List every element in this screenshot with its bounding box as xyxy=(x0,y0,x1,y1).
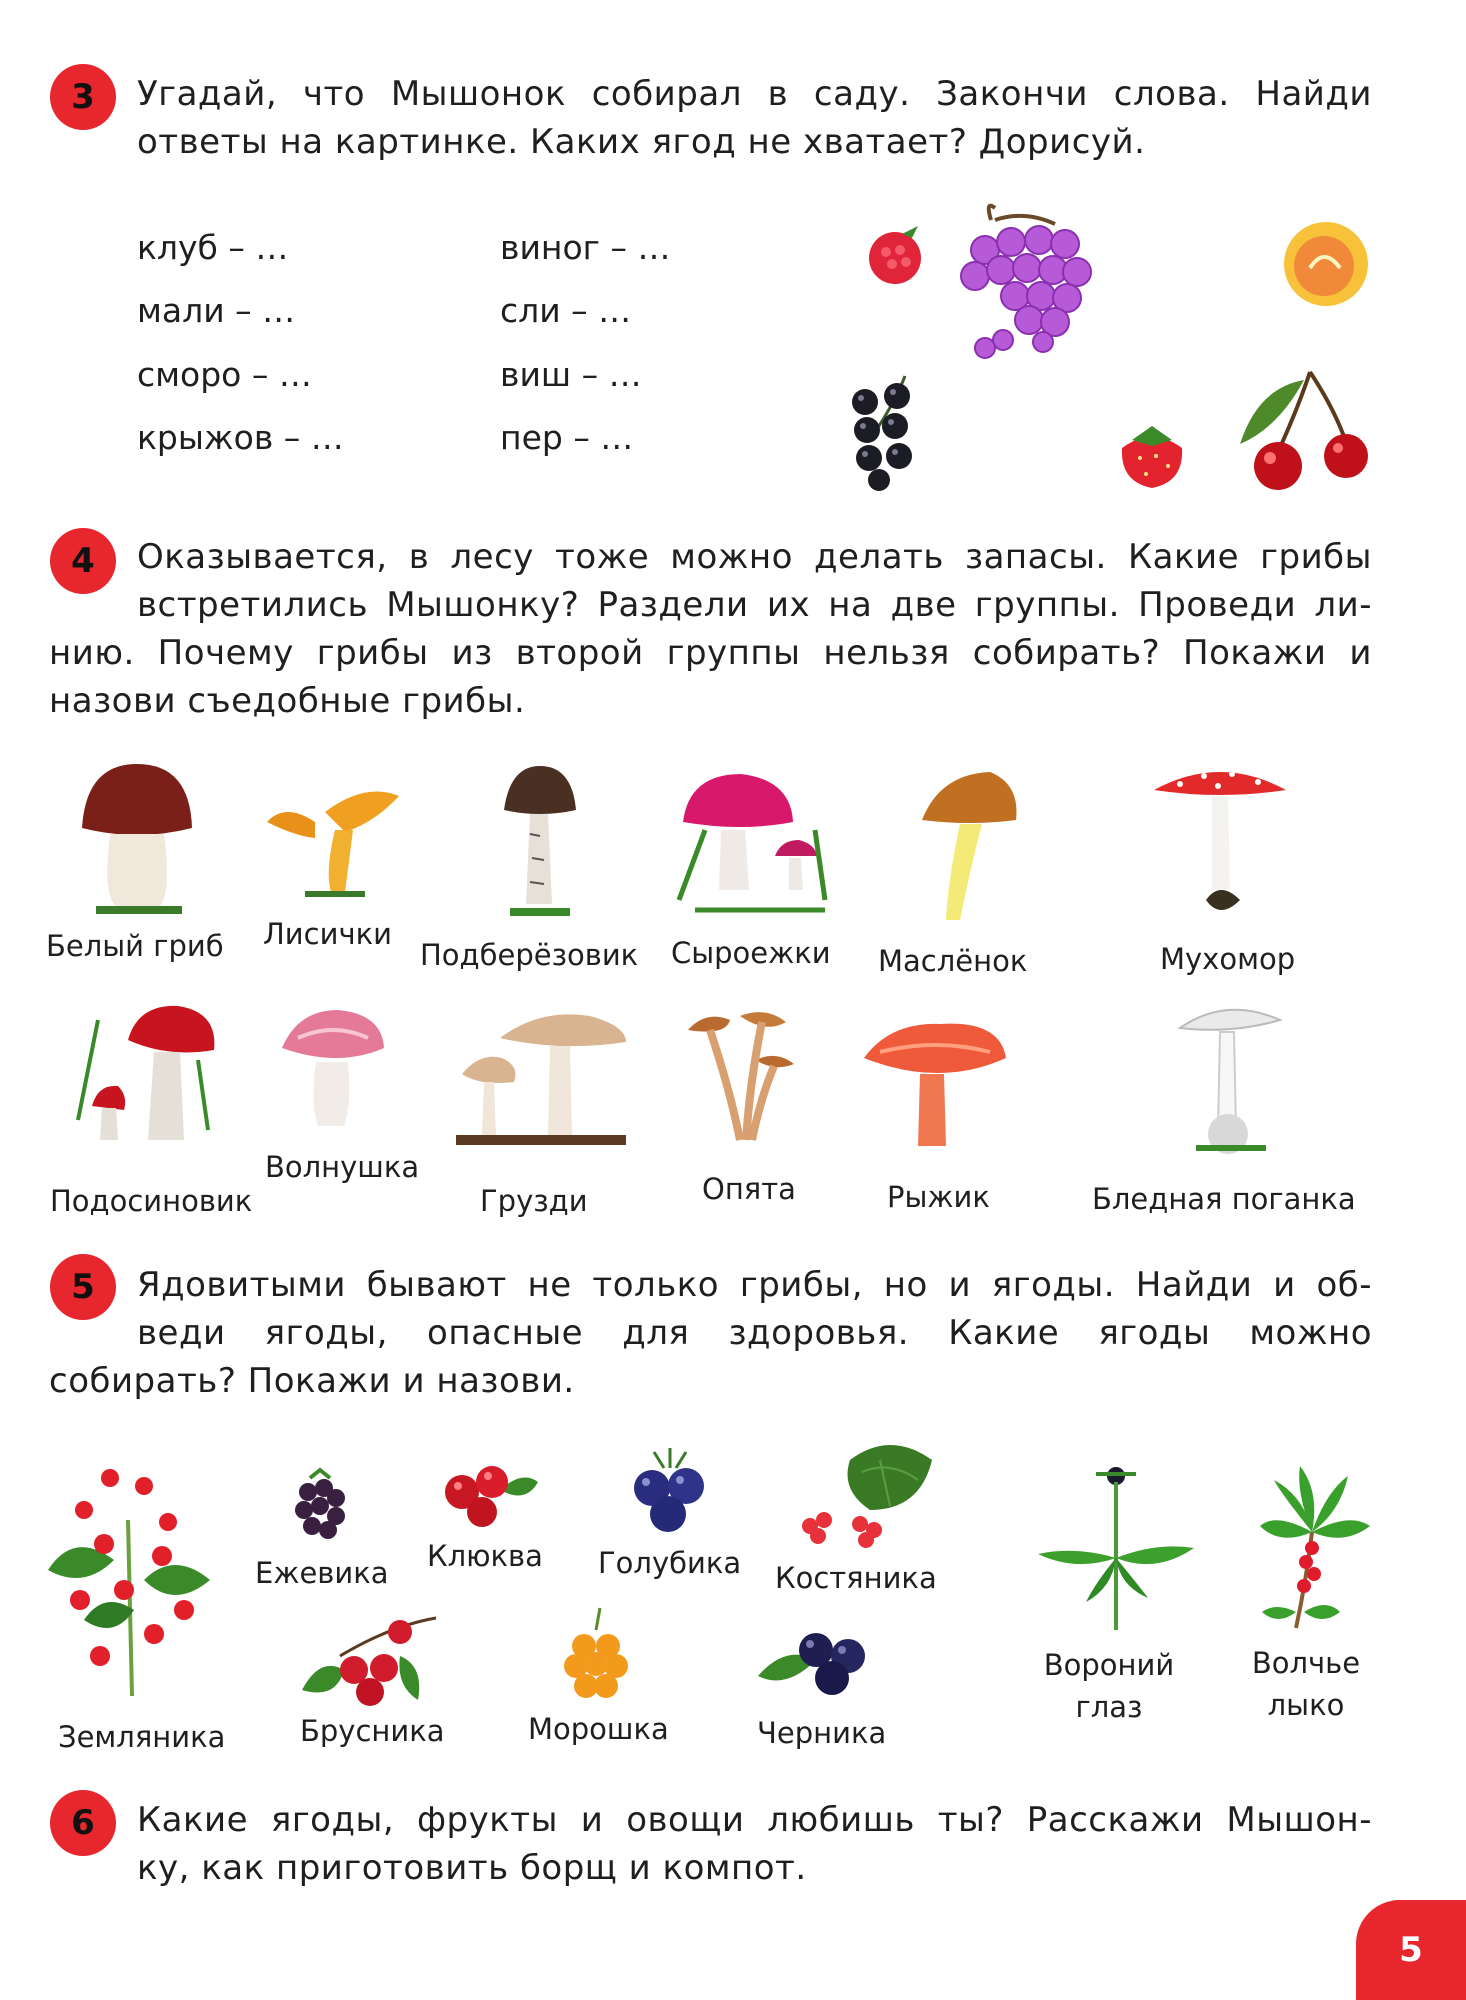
label-daphne xyxy=(1240,1642,1372,1726)
gruzdi-icon xyxy=(450,1012,630,1152)
task-5-line-1: Ядовитыми бывают не только грибы, но и ягоды. Найди и об- xyxy=(137,1265,1372,1305)
cloudberry-icon xyxy=(556,1606,636,1706)
label-russula: Сыроежки xyxy=(671,936,831,970)
label-volnushka: Волнушка xyxy=(265,1150,420,1184)
task-4-instruction xyxy=(49,533,1372,725)
chanterelle-icon xyxy=(265,782,405,902)
blackberry-icon xyxy=(290,1470,350,1540)
label-aspen-bolete: Подосиновик xyxy=(50,1184,253,1218)
birch-bolete-icon xyxy=(500,764,580,924)
task-6-instruction xyxy=(137,1796,1372,1892)
label-herb-paris xyxy=(1034,1644,1184,1728)
label-birch-bolete: Подберёзовик xyxy=(420,938,639,972)
label-gruzdi: Грузди xyxy=(480,1184,588,1218)
bilberry-icon xyxy=(756,1620,876,1702)
cherries-icon xyxy=(1238,368,1378,494)
opyata-icon xyxy=(686,1010,796,1150)
task-4-line-1: Оказывается, в лесу тоже можно делать запасы. Какие грибы xyxy=(137,537,1372,577)
ryzhik-icon xyxy=(860,1018,1010,1158)
russula-icon xyxy=(675,760,835,920)
label-chanterelle: Лисички xyxy=(263,917,392,951)
word-sli: сли – … xyxy=(500,291,632,330)
label-lingonberry: Брусника xyxy=(300,1714,445,1748)
word-klub: клуб – … xyxy=(137,228,289,267)
blackcurrant-icon xyxy=(845,372,925,492)
word-mali: мали – … xyxy=(137,291,296,330)
task-3-line-2: ответы на картинке. Каких ягод не хватает? Дорисуй. xyxy=(137,122,1146,162)
wild-strawberry-icon xyxy=(44,1460,214,1700)
label-death-cap: Бледная поганка xyxy=(1092,1182,1356,1216)
task-5-line-2: веди ягоды, опасные для здоровья. Какие ягоды можно xyxy=(137,1313,1372,1353)
label-bilberry: Черника xyxy=(757,1716,887,1750)
label-cranberry: Клюква xyxy=(427,1539,543,1573)
label-herb-paris-line-1: Вороний xyxy=(1043,1648,1175,1682)
death-cap-icon xyxy=(1176,998,1286,1166)
strawberry-icon xyxy=(1112,418,1192,492)
label-opyata: Опята xyxy=(702,1172,796,1206)
task-5-instruction xyxy=(49,1261,1372,1405)
task-6-number-badge: 6 xyxy=(50,1790,116,1856)
label-herb-paris-line-2: глаз xyxy=(1075,1690,1143,1724)
fly-agaric-icon xyxy=(1150,760,1290,930)
word-vish: виш – … xyxy=(500,355,642,394)
task-3-number-badge: 3 xyxy=(50,64,116,130)
peach-icon xyxy=(1280,216,1372,308)
task-4-line-2: встретились Мышонку? Раздели их на две группы. Проведи ли- xyxy=(137,585,1372,625)
label-butter-mushroom: Маслёнок xyxy=(878,944,1028,978)
task-3-line-1: Угадай, что Мышонок собирал в саду. Закончи слова. Найди xyxy=(137,74,1372,114)
label-wild-strawberry: Земляника xyxy=(58,1720,226,1754)
aspen-bolete-icon xyxy=(68,1000,218,1150)
label-cloudberry: Морошка xyxy=(528,1712,669,1746)
herb-paris-icon xyxy=(1036,1462,1196,1632)
task-4-line-3: нию. Почему грибы из второй группы нельзя собирать? Покажи и xyxy=(49,633,1372,673)
word-kryzhov: крыжов – … xyxy=(137,418,344,457)
task-3-instruction xyxy=(137,70,1372,166)
cranberry-icon xyxy=(440,1460,540,1530)
label-daphne-line-1: Волчье xyxy=(1251,1646,1361,1680)
raspberry-icon xyxy=(862,222,928,288)
word-smoro: сморо – … xyxy=(137,355,312,394)
label-fly-agaric: Мухомор xyxy=(1160,942,1296,976)
label-daphne-line-2: лыко xyxy=(1267,1688,1345,1722)
label-white-mushroom: Белый гриб xyxy=(46,929,224,963)
volnushka-icon xyxy=(278,1008,388,1136)
daphne-icon xyxy=(1256,1462,1376,1636)
label-blackberry: Ежевика xyxy=(255,1556,389,1590)
butter-mushroom-icon xyxy=(920,770,1020,930)
label-stone-bramble: Костяника xyxy=(775,1561,937,1595)
blueberry-icon xyxy=(624,1448,714,1536)
label-blueberry: Голубика xyxy=(598,1546,742,1580)
task-6-line-1: Какие ягоды, фрукты и овощи любишь ты? Расскажи Мышон- xyxy=(137,1800,1372,1840)
grapes-icon xyxy=(955,200,1100,360)
task-4-number-badge: 4 xyxy=(50,528,116,594)
task-6-line-2: ку, как приготовить борщ и компот. xyxy=(137,1848,807,1888)
word-vinog: виног – … xyxy=(500,228,671,267)
lingonberry-icon xyxy=(300,1616,440,1712)
label-ryzhik: Рыжик xyxy=(887,1180,990,1214)
stone-bramble-icon xyxy=(790,1440,936,1550)
word-per: пер – … xyxy=(500,418,634,457)
white-mushroom-icon xyxy=(72,758,202,918)
task-5-number-badge: 5 xyxy=(50,1254,116,1320)
task-5-line-3: собирать? Покажи и назови. xyxy=(49,1361,575,1401)
page-number: 5 xyxy=(1356,1900,1466,2000)
task-4-line-4: назови съедобные грибы. xyxy=(49,681,526,721)
